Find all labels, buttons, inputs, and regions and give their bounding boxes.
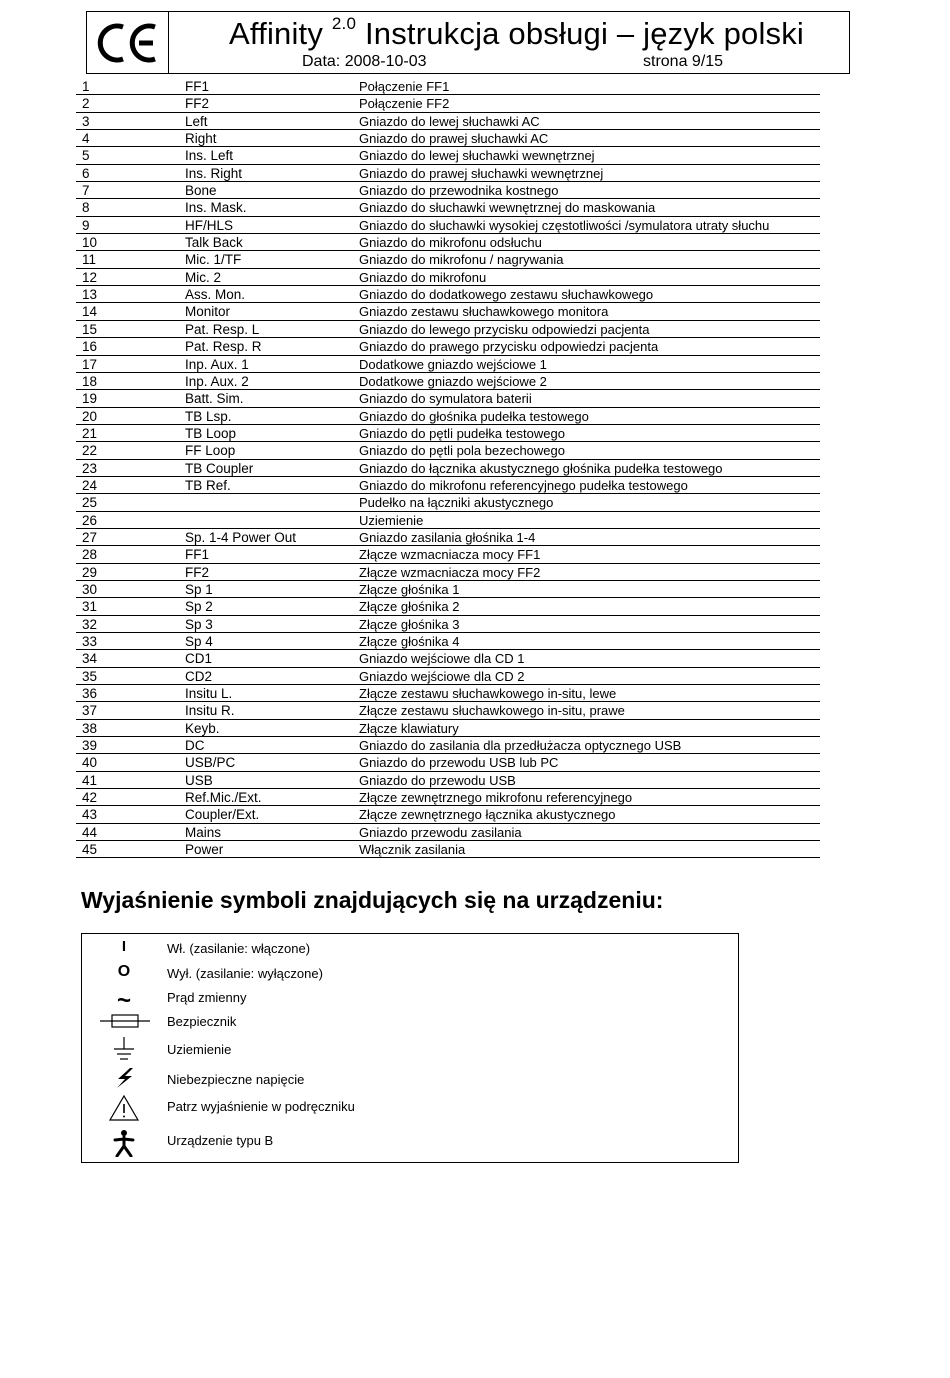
connector-name: Insitu L. <box>185 686 233 702</box>
connector-name: Sp 4 <box>185 634 213 649</box>
row-number: 42 <box>82 790 98 806</box>
connector-description: Złącze głośnika 1 <box>359 581 460 597</box>
connector-description: Gniazdo do mikrofonu <box>359 269 487 285</box>
table-row <box>76 754 820 771</box>
row-number: 26 <box>82 512 98 528</box>
row-number: 44 <box>82 824 98 840</box>
type-b-person-icon <box>104 1129 144 1157</box>
row-number: 2 <box>82 96 90 112</box>
connector-name: Power <box>185 842 224 858</box>
ground-icon <box>104 1036 144 1062</box>
row-number: 40 <box>82 755 98 771</box>
symbol-row <box>82 988 738 1012</box>
symbol-label: Wł. (zasilanie: włączone) <box>167 941 311 956</box>
table-row <box>76 373 820 390</box>
connector-name: USB <box>185 772 213 788</box>
table-row <box>76 564 820 581</box>
connector-name: FF2 <box>185 96 210 112</box>
table-row <box>76 477 820 494</box>
title-subject: Instrukcja obsługi – język polski <box>356 16 805 51</box>
fuse-icon <box>100 1011 150 1031</box>
connector-name: Pat. Resp. L <box>185 321 260 337</box>
table-row <box>76 199 820 216</box>
table-row <box>76 806 820 823</box>
connector-description: Gniazdo do głośnika pudełka testowego <box>359 408 589 424</box>
connector-name: Batt. Sim. <box>185 391 244 407</box>
connector-description: Gniazdo do przewodu USB <box>359 772 516 788</box>
connector-description: Włącznik zasilania <box>359 842 466 858</box>
connector-name: Talk Back <box>185 235 243 251</box>
row-number: 12 <box>82 269 98 285</box>
connector-description: Gniazdo do lewej słuchawki wewnętrznej <box>359 148 595 164</box>
connector-description: Gniazdo wejściowe dla CD 1 <box>359 651 525 667</box>
connector-description: Gniazdo do symulatora baterii <box>359 391 532 407</box>
connector-name: Insitu R. <box>185 703 235 719</box>
connector-description: Złącze klawiatury <box>359 720 459 736</box>
table-row <box>76 737 820 754</box>
table-row <box>76 668 820 685</box>
connector-name: Sp 2 <box>185 599 213 615</box>
document-title <box>229 13 805 52</box>
table-row <box>76 616 820 633</box>
connector-name: FF2 <box>185 564 210 580</box>
table-row <box>76 702 820 719</box>
connector-name: HF/HLS <box>185 217 234 233</box>
connector-name: Mic. 2 <box>185 269 222 285</box>
connector-name: TB Lsp. <box>185 408 232 424</box>
row-number: 23 <box>82 460 98 476</box>
symbol-label: Patrz wyjaśnienie w podręczniku <box>167 1099 355 1114</box>
connector-description: Dodatkowe gniazdo wejściowe 1 <box>359 356 547 372</box>
row-number: 28 <box>82 547 98 563</box>
connector-description: Gniazdo do słuchawki wewnętrznej do maskowania <box>359 200 656 216</box>
connector-name: TB Loop <box>185 425 237 441</box>
row-number: 31 <box>82 599 98 615</box>
row-number: 17 <box>82 356 98 372</box>
row-number: 36 <box>82 686 98 702</box>
row-number: 43 <box>82 807 98 823</box>
table-row <box>76 356 820 373</box>
row-number: 29 <box>82 564 98 580</box>
connector-name: Coupler/Ext. <box>185 807 260 823</box>
connector-name: Mains <box>185 824 222 840</box>
connector-name: Left <box>185 113 208 129</box>
table-row <box>76 95 820 112</box>
connector-name: Ins. Right <box>185 165 243 181</box>
table-row <box>76 841 820 858</box>
connector-description: Gniazdo zestawu słuchawkowego monitora <box>359 304 609 320</box>
table-row <box>76 442 820 459</box>
connector-description: Gniazdo do pętli pudełka testowego <box>359 425 565 441</box>
connector-description: Gniazdo do prawej słuchawki AC <box>359 131 549 147</box>
connector-name: Right <box>185 131 217 147</box>
row-number: 39 <box>82 738 98 754</box>
ce-mark-logo <box>97 22 161 64</box>
connector-name: Monitor <box>185 304 231 320</box>
table-row <box>76 390 820 407</box>
row-number: 32 <box>82 616 98 632</box>
row-number: 14 <box>82 304 98 320</box>
connector-name: Ins. Left <box>185 148 234 164</box>
connector-name: Ref.Mic./Ext. <box>185 790 262 806</box>
dangerous-voltage-icon <box>104 1066 144 1090</box>
row-number: 41 <box>82 772 98 788</box>
row-number: 1 <box>82 79 90 94</box>
table-row <box>76 182 820 199</box>
table-row <box>76 512 820 529</box>
symbols-section-title: Wyjaśnienie symboli znajdujących się na urządzeniu: <box>81 887 664 913</box>
connector-description: Złącze zestawu słuchawkowego in-situ, lewe <box>359 686 617 702</box>
row-number: 5 <box>82 148 90 164</box>
connector-name: Ass. Mon. <box>185 287 246 303</box>
row-number: 20 <box>82 408 98 424</box>
connector-description: Gniazdo do lewej słuchawki AC <box>359 113 540 129</box>
connector-description: Gniazdo do prawej słuchawki wewnętrznej <box>359 165 604 181</box>
symbols-table <box>81 933 739 1163</box>
connector-name: Inp. Aux. 2 <box>185 373 249 389</box>
row-number: 10 <box>82 235 98 251</box>
symbol-row <box>82 1066 738 1090</box>
table-row <box>76 286 820 303</box>
connector-description: Złącze zestawu słuchawkowego in-situ, prawe <box>359 703 625 719</box>
row-number: 35 <box>82 668 98 684</box>
page-number: strona 9/15 <box>643 53 724 70</box>
symbol-label: Urządzenie typu B <box>167 1133 274 1148</box>
connector-description: Gniazdo do przewodnika kostnego <box>359 183 559 199</box>
row-number: 15 <box>82 321 98 337</box>
connector-name: Keyb. <box>185 720 220 736</box>
table-row <box>76 650 820 667</box>
connector-description: Złącze głośnika 3 <box>359 616 460 632</box>
connector-name: CD1 <box>185 651 213 667</box>
symbol-label: Bezpiecznik <box>167 1014 237 1029</box>
row-number: 24 <box>82 477 98 493</box>
connector-name: FF Loop <box>185 443 236 459</box>
connector-name: Pat. Resp. R <box>185 339 262 355</box>
connector-description: Gniazdo do słuchawki wysokiej częstotliwości /symulatora utraty słuchu <box>359 217 770 233</box>
table-row <box>76 217 820 234</box>
row-number: 27 <box>82 529 98 545</box>
connector-description: Gniazdo do łącznika akustycznego głośnika pudełka testowego <box>359 460 723 476</box>
symbol-row <box>82 1094 738 1118</box>
connector-description: Połączenie FF1 <box>359 79 450 94</box>
document-date: Data: 2008-10-03 <box>302 53 427 70</box>
symbol-label: Prąd zmienny <box>167 990 247 1005</box>
connector-description: Złącze zewnętrznego mikrofonu referencyjnego <box>359 790 633 806</box>
table-row <box>76 303 820 320</box>
row-number: 13 <box>82 287 98 303</box>
connector-description: Gniazdo do pętli pola bezechowego <box>359 443 565 459</box>
row-number: 16 <box>82 339 98 355</box>
connector-description: Złącze wzmacniacza mocy FF2 <box>359 564 541 580</box>
connector-name: Inp. Aux. 1 <box>185 356 249 372</box>
connector-name: USB/PC <box>185 755 236 771</box>
row-number: 3 <box>82 113 90 129</box>
title-product: Affinity <box>229 16 324 51</box>
connector-description: Złącze głośnika 2 <box>359 599 460 615</box>
connector-name: FF1 <box>185 547 210 563</box>
symbol-row <box>82 1010 738 1034</box>
symbol-row <box>82 962 738 986</box>
ce-mark-box <box>87 12 169 73</box>
table-row <box>76 408 820 425</box>
table-row <box>76 633 820 650</box>
row-number: 38 <box>82 720 98 736</box>
connector-description: Gniazdo do mikrofonu referencyjnego pudełka testowego <box>359 477 688 493</box>
row-number: 25 <box>82 495 98 511</box>
table-row <box>76 772 820 789</box>
table-row <box>76 251 820 268</box>
table-row <box>76 425 820 442</box>
connector-name: Ins. Mask. <box>185 200 247 216</box>
connector-description: Gniazdo wejściowe dla CD 2 <box>359 668 525 684</box>
table-row <box>76 720 820 737</box>
connector-name: CD2 <box>185 668 213 684</box>
connector-name: TB Ref. <box>185 477 231 493</box>
table-row <box>76 789 820 806</box>
table-row <box>76 269 820 286</box>
document-header <box>86 11 850 74</box>
connector-table <box>76 78 820 858</box>
connector-description: Złącze wzmacniacza mocy FF1 <box>359 547 541 563</box>
symbol-label: Wył. (zasilanie: wyłączone) <box>167 966 323 981</box>
table-row <box>76 494 820 511</box>
connector-description: Złącze głośnika 4 <box>359 634 460 649</box>
row-number: 11 <box>82 252 97 268</box>
table-row <box>76 685 820 702</box>
connector-name: Sp. 1-4 Power Out <box>185 529 297 545</box>
symbol-row <box>82 1129 738 1153</box>
connector-name: Mic. 1/TF <box>185 252 242 268</box>
table-row <box>76 78 820 95</box>
table-row <box>76 147 820 164</box>
connector-description: Gniazdo do dodatkowego zestawu słuchawkowego <box>359 287 654 303</box>
table-row <box>76 529 820 546</box>
connector-name: TB Coupler <box>185 460 254 476</box>
table-row <box>76 113 820 130</box>
connector-description: Połączenie FF2 <box>359 96 450 112</box>
table-row <box>76 338 820 355</box>
connector-description: Gniazdo do mikrofonu odsłuchu <box>359 235 542 251</box>
connector-description: Dodatkowe gniazdo wejściowe 2 <box>359 373 547 389</box>
connector-description: Gniazdo do mikrofonu / nagrywania <box>359 252 564 268</box>
connector-description: Gniazdo do prawego przycisku odpowiedzi pacjenta <box>359 339 659 355</box>
row-number: 9 <box>82 217 90 233</box>
connector-description: Złącze zewnętrznego łącznika akustycznego <box>359 807 616 823</box>
connector-description: Gniazdo zasilania głośnika 1-4 <box>359 529 536 545</box>
row-number: 18 <box>82 373 98 389</box>
symbol-row <box>82 1036 738 1060</box>
row-number: 4 <box>82 131 90 147</box>
row-number: 37 <box>82 703 98 719</box>
connector-name: DC <box>185 738 205 754</box>
connector-description: Gniazdo przewodu zasilania <box>359 824 522 840</box>
table-row <box>76 598 820 615</box>
row-number: 21 <box>82 425 98 441</box>
row-number: 22 <box>82 443 98 459</box>
alternating-current-icon: ~ <box>116 987 131 1014</box>
row-number: 19 <box>82 391 98 407</box>
connector-description: Uziemienie <box>359 512 424 528</box>
connector-name: FF1 <box>185 79 210 94</box>
table-row <box>76 165 820 182</box>
connector-name: Sp 3 <box>185 616 213 632</box>
table-row <box>76 546 820 563</box>
row-number: 30 <box>82 581 98 597</box>
connector-description: Gniazdo do lewego przycisku odpowiedzi pacjenta <box>359 321 650 337</box>
table-row <box>76 130 820 147</box>
table-row <box>76 460 820 477</box>
connector-name: Bone <box>185 183 217 199</box>
row-number: 33 <box>82 634 98 649</box>
row-number: 7 <box>82 183 90 199</box>
table-row <box>76 581 820 598</box>
power-on-icon: I <box>121 938 127 955</box>
symbol-label: Uziemienie <box>167 1042 232 1057</box>
table-row <box>76 321 820 338</box>
connector-description: Gniazdo do przewodu USB lub PC <box>359 755 559 771</box>
symbol-label: Niebezpieczne napięcie <box>167 1072 305 1087</box>
connector-description: Gniazdo do zasilania dla przedłużacza optycznego USB <box>359 738 682 754</box>
row-number: 45 <box>82 842 98 858</box>
table-row <box>76 824 820 841</box>
row-number: 8 <box>82 200 90 216</box>
row-number: 34 <box>82 651 98 667</box>
title-version: 2.0 <box>331 13 357 33</box>
power-off-icon: O <box>117 963 131 980</box>
warning-triangle-icon <box>104 1094 144 1122</box>
row-number: 6 <box>82 165 90 181</box>
connector-name: Sp 1 <box>185 581 213 597</box>
table-row <box>76 234 820 251</box>
connector-description: Pudełko na łączniki akustycznego <box>359 495 554 511</box>
symbol-row <box>82 937 738 961</box>
